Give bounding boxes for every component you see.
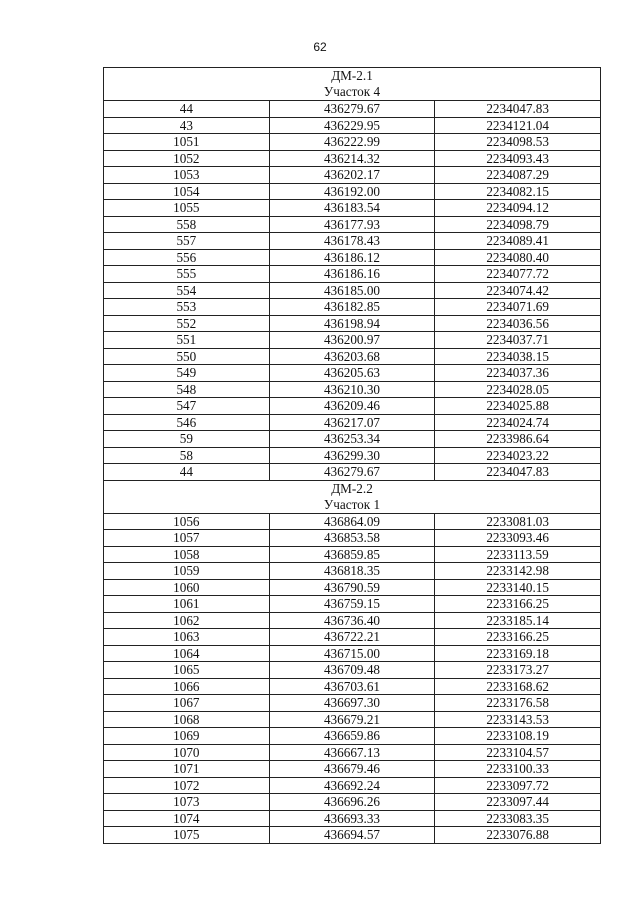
table-row — [104, 530, 601, 547]
x-coordinate-cell: 436186.12 — [269, 249, 435, 266]
y-coordinate-cell: 2234028.05 — [435, 381, 601, 398]
point-number-cell: 58 — [104, 447, 270, 464]
x-coordinate-cell: 436679.21 — [269, 711, 435, 728]
point-number-cell: 1052 — [104, 150, 270, 167]
table-row — [104, 563, 601, 580]
y-coordinate-cell: 2234025.88 — [435, 398, 601, 415]
y-coordinate-cell: 2234038.15 — [435, 348, 601, 365]
section-header — [104, 68, 601, 101]
y-coordinate-cell: 2233169.18 — [435, 645, 601, 662]
table-row — [104, 315, 601, 332]
point-number-cell: 556 — [104, 249, 270, 266]
y-coordinate-cell: 2233113.59 — [435, 546, 601, 563]
table-row — [104, 678, 601, 695]
x-coordinate-cell: 436759.15 — [269, 596, 435, 613]
table-row — [104, 200, 601, 217]
x-coordinate-cell: 436217.07 — [269, 414, 435, 431]
point-number-cell: 1064 — [104, 645, 270, 662]
point-number-cell: 1055 — [104, 200, 270, 217]
x-coordinate-cell: 436192.00 — [269, 183, 435, 200]
point-number-cell: 1053 — [104, 167, 270, 184]
point-number-cell: 552 — [104, 315, 270, 332]
point-number-cell: 44 — [104, 464, 270, 481]
table-row — [104, 431, 601, 448]
y-coordinate-cell: 2233986.64 — [435, 431, 601, 448]
section-subtitle: Участок 1 — [323, 496, 381, 512]
table-row — [104, 728, 601, 745]
y-coordinate-cell: 2233185.14 — [435, 612, 601, 629]
table-row — [104, 414, 601, 431]
point-number-cell: 554 — [104, 282, 270, 299]
point-number-cell: 1058 — [104, 546, 270, 563]
x-coordinate-cell: 436222.99 — [269, 134, 435, 151]
point-number-cell: 1060 — [104, 579, 270, 596]
table-row — [104, 150, 601, 167]
section-header-row — [104, 68, 601, 101]
point-number-cell: 1074 — [104, 810, 270, 827]
y-coordinate-cell: 2234037.36 — [435, 365, 601, 382]
section-subtitle: Участок 4 — [323, 84, 381, 99]
coordinates-table-body — [104, 68, 601, 844]
x-coordinate-cell: 436279.67 — [269, 464, 435, 481]
point-number-cell: 1056 — [104, 513, 270, 530]
y-coordinate-cell: 2233081.03 — [435, 513, 601, 530]
point-number-cell: 1054 — [104, 183, 270, 200]
x-coordinate-cell: 436299.30 — [269, 447, 435, 464]
table-row — [104, 513, 601, 530]
table-row — [104, 381, 601, 398]
point-number-cell: 1061 — [104, 596, 270, 613]
x-coordinate-cell: 436183.54 — [269, 200, 435, 217]
point-number-cell: 548 — [104, 381, 270, 398]
table-row — [104, 794, 601, 811]
table-row — [104, 546, 601, 563]
x-coordinate-cell: 436692.24 — [269, 777, 435, 794]
y-coordinate-cell: 2233173.27 — [435, 662, 601, 679]
section-header — [104, 480, 601, 513]
x-coordinate-cell: 436178.43 — [269, 233, 435, 250]
y-coordinate-cell: 2234098.53 — [435, 134, 601, 151]
y-coordinate-cell: 2234074.42 — [435, 282, 601, 299]
table-row — [104, 596, 601, 613]
point-number-cell: 546 — [104, 414, 270, 431]
table-row — [104, 233, 601, 250]
x-coordinate-cell: 436818.35 — [269, 563, 435, 580]
x-coordinate-cell: 436214.32 — [269, 150, 435, 167]
table-row — [104, 761, 601, 778]
x-coordinate-cell: 436659.86 — [269, 728, 435, 745]
table-row — [104, 447, 601, 464]
table-row — [104, 398, 601, 415]
table-row — [104, 827, 601, 844]
x-coordinate-cell: 436667.13 — [269, 744, 435, 761]
table-row — [104, 711, 601, 728]
y-coordinate-cell: 2234082.15 — [435, 183, 601, 200]
y-coordinate-cell: 2234023.22 — [435, 447, 601, 464]
x-coordinate-cell: 436253.34 — [269, 431, 435, 448]
table-row — [104, 695, 601, 712]
x-coordinate-cell: 436200.97 — [269, 332, 435, 349]
point-number-cell: 1057 — [104, 530, 270, 547]
x-coordinate-cell: 436722.21 — [269, 629, 435, 646]
point-number-cell: 1070 — [104, 744, 270, 761]
table-row — [104, 101, 601, 118]
y-coordinate-cell: 2234047.83 — [435, 101, 601, 118]
point-number-cell: 43 — [104, 117, 270, 134]
x-coordinate-cell: 436736.40 — [269, 612, 435, 629]
y-coordinate-cell: 2233176.58 — [435, 695, 601, 712]
point-number-cell: 1051 — [104, 134, 270, 151]
x-coordinate-cell: 436177.93 — [269, 216, 435, 233]
y-coordinate-cell: 2234036.56 — [435, 315, 601, 332]
x-coordinate-cell: 436209.46 — [269, 398, 435, 415]
x-coordinate-cell: 436279.67 — [269, 101, 435, 118]
point-number-cell: 1073 — [104, 794, 270, 811]
x-coordinate-cell: 436182.85 — [269, 299, 435, 316]
x-coordinate-cell: 436703.61 — [269, 678, 435, 695]
point-number-cell: 1065 — [104, 662, 270, 679]
table-row — [104, 579, 601, 596]
y-coordinate-cell: 2233166.25 — [435, 629, 601, 646]
point-number-cell: 558 — [104, 216, 270, 233]
x-coordinate-cell: 436715.00 — [269, 645, 435, 662]
x-coordinate-cell: 436853.58 — [269, 530, 435, 547]
y-coordinate-cell: 2234098.79 — [435, 216, 601, 233]
table-row — [104, 134, 601, 151]
y-coordinate-cell: 2234094.12 — [435, 200, 601, 217]
table-row — [104, 645, 601, 662]
y-coordinate-cell: 2234093.43 — [435, 150, 601, 167]
y-coordinate-cell: 2234047.83 — [435, 464, 601, 481]
point-number-cell: 549 — [104, 365, 270, 382]
point-number-cell: 551 — [104, 332, 270, 349]
table-row — [104, 777, 601, 794]
x-coordinate-cell: 436864.09 — [269, 513, 435, 530]
point-number-cell: 1066 — [104, 678, 270, 695]
x-coordinate-cell: 436709.48 — [269, 662, 435, 679]
table-row — [104, 167, 601, 184]
y-coordinate-cell: 2234089.41 — [435, 233, 601, 250]
y-coordinate-cell: 2234121.04 — [435, 117, 601, 134]
x-coordinate-cell: 436203.68 — [269, 348, 435, 365]
y-coordinate-cell: 2234087.29 — [435, 167, 601, 184]
y-coordinate-cell: 2234071.69 — [435, 299, 601, 316]
point-number-cell: 553 — [104, 299, 270, 316]
point-number-cell: 1063 — [104, 629, 270, 646]
table-row — [104, 332, 601, 349]
section-header-row — [104, 480, 601, 513]
y-coordinate-cell: 2233083.35 — [435, 810, 601, 827]
table-row — [104, 282, 601, 299]
y-coordinate-cell: 2233093.46 — [435, 530, 601, 547]
y-coordinate-cell: 2233108.19 — [435, 728, 601, 745]
page-number: 62 — [313, 40, 327, 54]
point-number-cell: 1071 — [104, 761, 270, 778]
x-coordinate-cell: 436693.33 — [269, 810, 435, 827]
table-row — [104, 183, 601, 200]
table-row — [104, 365, 601, 382]
table-row — [104, 249, 601, 266]
y-coordinate-cell: 2233140.15 — [435, 579, 601, 596]
section-title: ДМ-2.2 — [331, 480, 373, 496]
y-coordinate-cell: 2233100.33 — [435, 761, 601, 778]
x-coordinate-cell: 436229.95 — [269, 117, 435, 134]
x-coordinate-cell: 436859.85 — [269, 546, 435, 563]
table-row — [104, 662, 601, 679]
point-number-cell: 557 — [104, 233, 270, 250]
table-row — [104, 810, 601, 827]
table-row — [104, 744, 601, 761]
table-row — [104, 612, 601, 629]
point-number-cell: 1068 — [104, 711, 270, 728]
y-coordinate-cell: 2233143.53 — [435, 711, 601, 728]
table-row — [104, 216, 601, 233]
x-coordinate-cell: 436694.57 — [269, 827, 435, 844]
x-coordinate-cell: 436697.30 — [269, 695, 435, 712]
y-coordinate-cell: 2233168.62 — [435, 678, 601, 695]
x-coordinate-cell: 436790.59 — [269, 579, 435, 596]
point-number-cell: 1069 — [104, 728, 270, 745]
y-coordinate-cell: 2233076.88 — [435, 827, 601, 844]
point-number-cell: 1067 — [104, 695, 270, 712]
x-coordinate-cell: 436205.63 — [269, 365, 435, 382]
y-coordinate-cell: 2234077.72 — [435, 266, 601, 283]
table-row — [104, 348, 601, 365]
y-coordinate-cell: 2233166.25 — [435, 596, 601, 613]
point-number-cell: 547 — [104, 398, 270, 415]
x-coordinate-cell: 436202.17 — [269, 167, 435, 184]
point-number-cell: 1059 — [104, 563, 270, 580]
point-number-cell: 550 — [104, 348, 270, 365]
point-number-cell: 1075 — [104, 827, 270, 844]
y-coordinate-cell: 2233142.98 — [435, 563, 601, 580]
point-number-cell: 1072 — [104, 777, 270, 794]
point-number-cell: 44 — [104, 101, 270, 118]
point-number-cell: 1062 — [104, 612, 270, 629]
table-row — [104, 299, 601, 316]
y-coordinate-cell: 2234080.40 — [435, 249, 601, 266]
x-coordinate-cell: 436679.46 — [269, 761, 435, 778]
x-coordinate-cell: 436210.30 — [269, 381, 435, 398]
table-row — [104, 117, 601, 134]
x-coordinate-cell: 436198.94 — [269, 315, 435, 332]
table-row — [104, 464, 601, 481]
y-coordinate-cell: 2234024.74 — [435, 414, 601, 431]
x-coordinate-cell: 436185.00 — [269, 282, 435, 299]
x-coordinate-cell: 436696.26 — [269, 794, 435, 811]
y-coordinate-cell: 2233097.44 — [435, 794, 601, 811]
section-title: ДМ-2.1 — [331, 68, 373, 83]
point-number-cell: 59 — [104, 431, 270, 448]
coordinates-table — [103, 67, 601, 844]
point-number-cell: 555 — [104, 266, 270, 283]
x-coordinate-cell: 436186.16 — [269, 266, 435, 283]
table-row — [104, 266, 601, 283]
y-coordinate-cell: 2234037.71 — [435, 332, 601, 349]
table-row — [104, 629, 601, 646]
y-coordinate-cell: 2233097.72 — [435, 777, 601, 794]
y-coordinate-cell: 2233104.57 — [435, 744, 601, 761]
